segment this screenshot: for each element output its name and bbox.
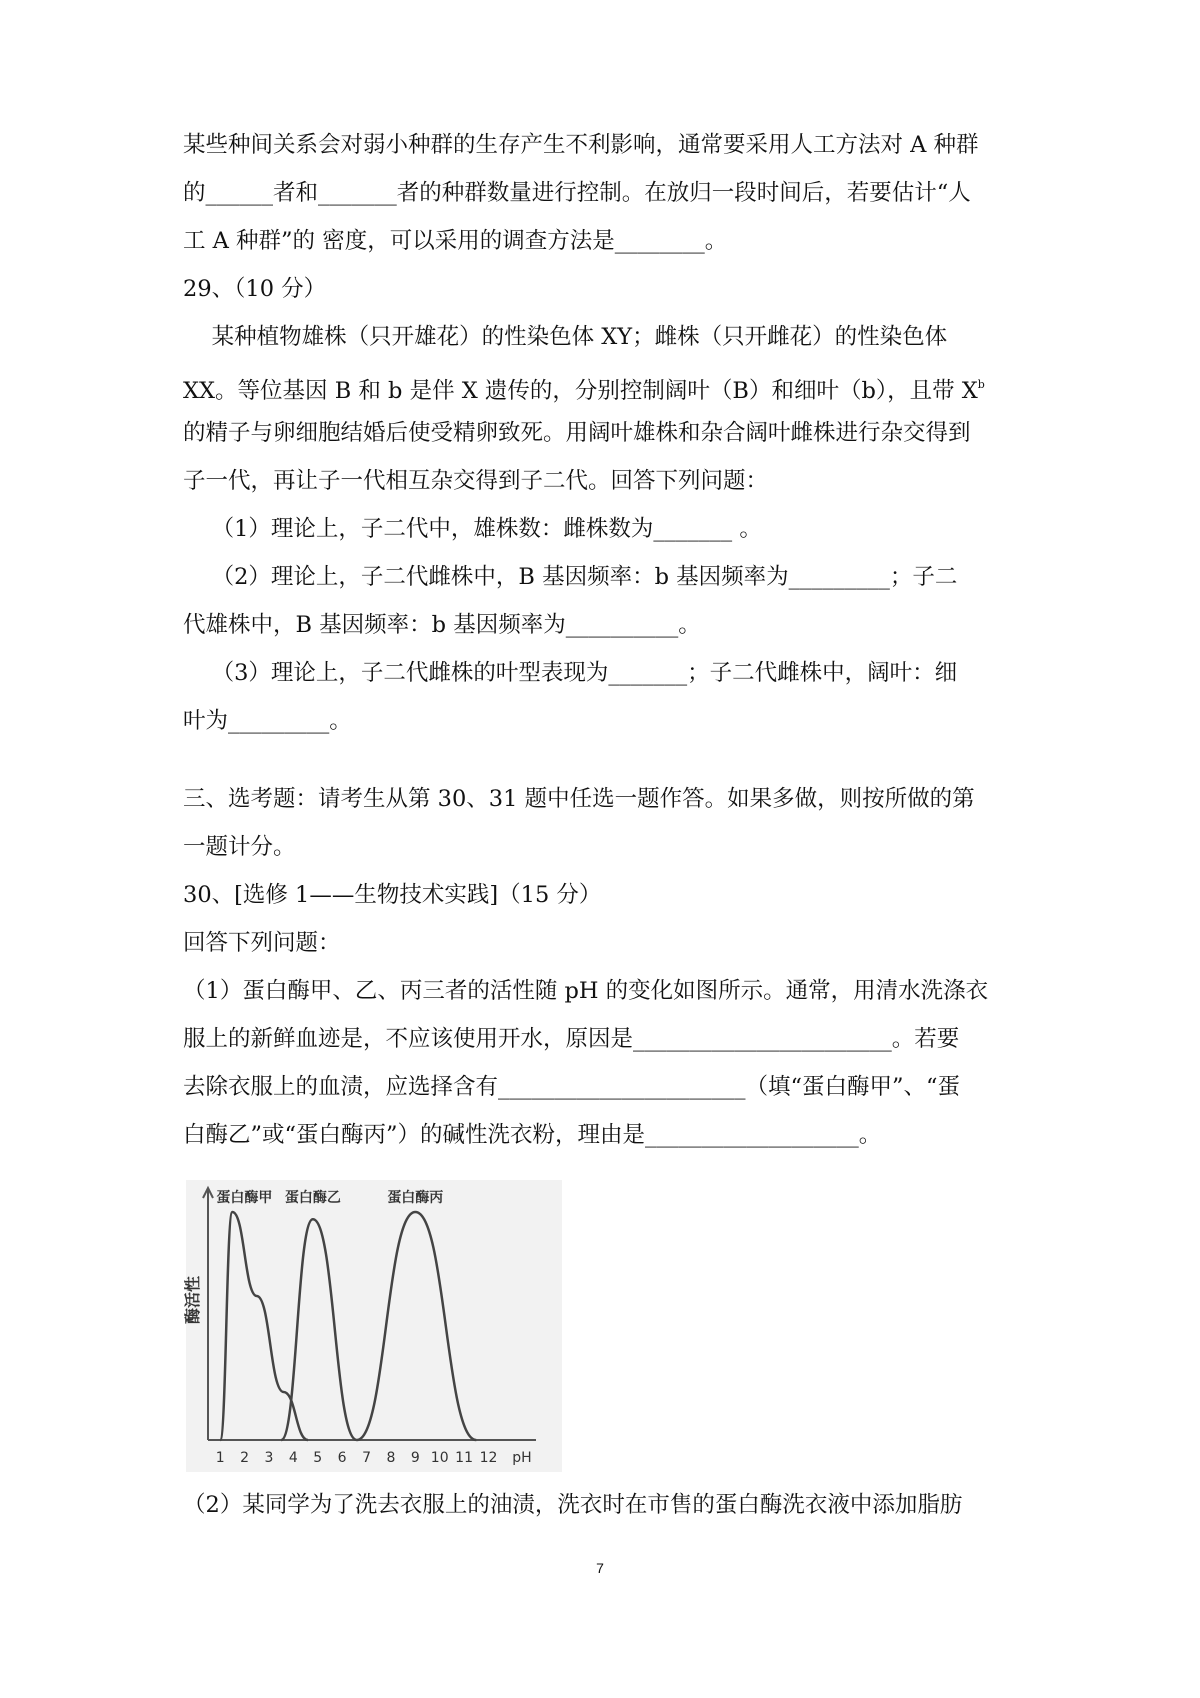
- enzyme-activity-chart: [183, 1180, 562, 1472]
- series-label: 蛋白酶乙: [284, 1190, 341, 1206]
- chart-svg: [183, 1180, 562, 1472]
- series-line: [357, 1212, 477, 1440]
- text-line: [183, 370, 985, 406]
- text-line: 白酶乙”或“蛋白酶丙”）的碱性洗衣粉，理由是___________________。: [183, 1122, 882, 1148]
- x-tick-label: 1: [215, 1450, 225, 1466]
- x-tick-label: 4: [288, 1450, 298, 1466]
- text-line: 工 A 种群”的 密度，可以采用的调查方法是________。: [183, 228, 728, 254]
- x-axis-label: pH: [512, 1450, 532, 1466]
- x-tick-label: 6: [337, 1450, 347, 1466]
- series-label: 蛋白酶丙: [387, 1190, 444, 1206]
- text-line: 某种植物雄株（只开雄花）的性染色体 XY；雌株（只开雌花）的性染色体: [183, 324, 948, 350]
- question-number-30: 30、[选修 1——生物技术实践]（15 分）: [183, 882, 602, 908]
- question-number-29: 29、（10 分）: [183, 276, 327, 302]
- x-tick-label: 10: [430, 1450, 449, 1466]
- text-line: 子一代，再让子一代相互杂交得到子二代。回答下列问题：: [183, 468, 769, 494]
- page-number: 7: [596, 1560, 604, 1576]
- sub-question-2: （2）某同学为了洗去衣服上的油渍，洗衣时在市售的蛋白酶洗衣液中添加脂肪: [183, 1492, 963, 1518]
- section-heading: 三、选考题：请考生从第 30、31 题中任选一题作答。如果多做，则按所做的第: [183, 786, 975, 812]
- series-label: 蛋白酶甲: [216, 1190, 273, 1206]
- text-line: 叶为_________。: [183, 708, 352, 734]
- series-line: [220, 1212, 308, 1440]
- x-tick-label: 9: [410, 1450, 420, 1466]
- text-line: 的______者和_______者的种群数量进行控制。在放归一段时间后，若要估计“人: [183, 180, 971, 206]
- x-tick-label: 3: [264, 1450, 274, 1466]
- text-line-body: XX。等位基因 B 和 b 是伴 X 遗传的，分别控制阔叶（B）和细叶（b），且带 X: [183, 378, 978, 404]
- x-tick-label: 8: [386, 1450, 396, 1466]
- sub-question-3: （3）理论上，子二代雌株的叶型表现为_______；子二代雌株中，阔叶：细: [183, 660, 958, 686]
- text-line: 一题计分。: [183, 834, 296, 860]
- text-line: 代雄株中，B 基因频率：b 基因频率为__________。: [183, 612, 701, 638]
- x-tick-label: 12: [479, 1450, 498, 1466]
- text-line: 回答下列问题：: [183, 930, 341, 956]
- text-line: 的精子与卵细胞结婚后使受精卵致死。用阔叶雄株和杂合阔叶雌株进行杂交得到: [183, 420, 971, 446]
- y-axis-label: 酶活性: [183, 1275, 202, 1325]
- sub-question-1: （1）理论上，子二代中，雄株数：雌株数为_______ 。: [183, 516, 762, 542]
- sub-question-2: （2）理论上，子二代雌株中，B 基因频率：b 基因频率为_________；子二: [183, 564, 958, 590]
- text-line: 去除衣服上的血渍，应选择含有______________________（填“蛋白酶甲”、“蛋: [183, 1074, 961, 1100]
- x-tick-label: 5: [313, 1450, 323, 1466]
- sub-question-1: （1）蛋白酶甲、乙、丙三者的活性随 pH 的变化如图所示。通常，用清水洗涤衣: [183, 978, 989, 1004]
- x-tick-label: 2: [240, 1450, 250, 1466]
- x-tick-label: 11: [455, 1450, 474, 1466]
- text-line: 服上的新鲜血迹是，不应该使用开水，原因是_______________________。若要: [183, 1026, 960, 1052]
- text-line: 某些种间关系会对弱小种群的生存产生不利影响，通常要采用人工方法对 A 种群: [183, 132, 979, 158]
- superscript: b: [977, 378, 985, 391]
- x-tick-label: 7: [362, 1450, 371, 1466]
